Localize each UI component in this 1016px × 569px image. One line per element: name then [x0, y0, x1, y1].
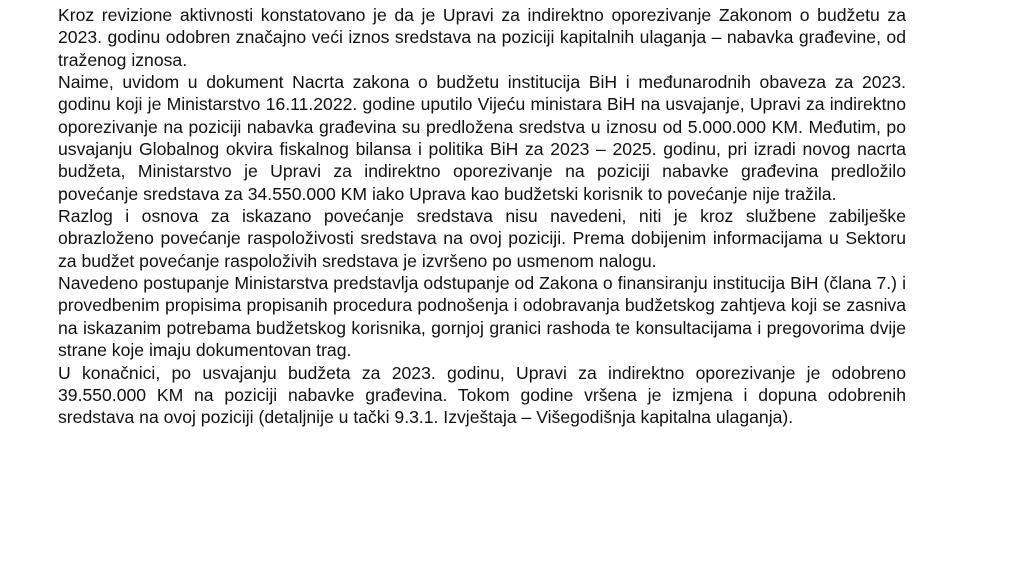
paragraph-reason-increase: Razlog i osnova za iskazano povećanje sredstava nisu navedeni, niti je kroz službene zabilješke obrazloženo povećanje raspoloživosti sredstava na ovoj poziciji. Prema dobijenim informacijama u Sektoru za budžet povećanje raspoloživih sredstava je izvršeno po usmenom nalogu.	[58, 206, 906, 271]
paragraph-draft-budget: Naime, uvidom u dokument Nacrta zakona o budžetu institucija BiH i međunarodnih obaveza za 2023. godinu koji je Ministarstvo 16.11.2022. godine uputilo Vijeću ministara BiH na usvajanje, Upravi za indirektno oporezivanje na poziciji nabavka građevina su predložena sredstva u iznosu od 5.000.000 KM. Međutim, po usvajanju Globalnog okvira fiskalnog bilansa i politika BiH za 2023 – 2025. godinu, pri izradi novog nacrta budžeta, Ministarstvo je Upravi za indirektno oporezivanje na poziciji nabavke građevina predložilo povećanje sredstava za 34.550.000 KM iako Uprava kao budžetski korisnik to povećanje nije tražila.	[58, 72, 906, 204]
paragraph-audit-finding: Kroz revizione aktivnosti konstatovano je da je Upravi za indirektno oporezivanje Zakonom o budžetu za 2023. godinu odobren značajno veći iznos sredstava na poziciji kapitalnih ulaganja – nabavka građevine, od traženog iznosa.	[58, 5, 906, 70]
document-body	[58, 4, 906, 429]
paragraph-ministry-conduct: Navedeno postupanje Ministarstva predstavlja odstupanje od Zakona o finansiranju institucija BiH (člana 7.) i provedbenim propisima propisanih procedura podnošenja i odobravanja budžetskog zahtjeva koji se zasniva na iskazanim potrebama budžetskog korisnika, gornjoj granici rashoda te konsultacijama i pregovorima dvije strane koje imaju dokumentovan trag.	[58, 273, 906, 361]
paragraph-conclusion: U konačnici, po usvajanju budžeta za 2023. godinu, Upravi za indirektno oporezivanje je odobreno 39.550.000 KM na poziciji nabavke građevina. Tokom godine vršena je izmjena i dopuna odobrenih sredstava na ovoj poziciji (detaljnije u tački 9.3.1. Izvještaja – Višegodišnja kapitalna ulaganja).	[58, 362, 906, 428]
